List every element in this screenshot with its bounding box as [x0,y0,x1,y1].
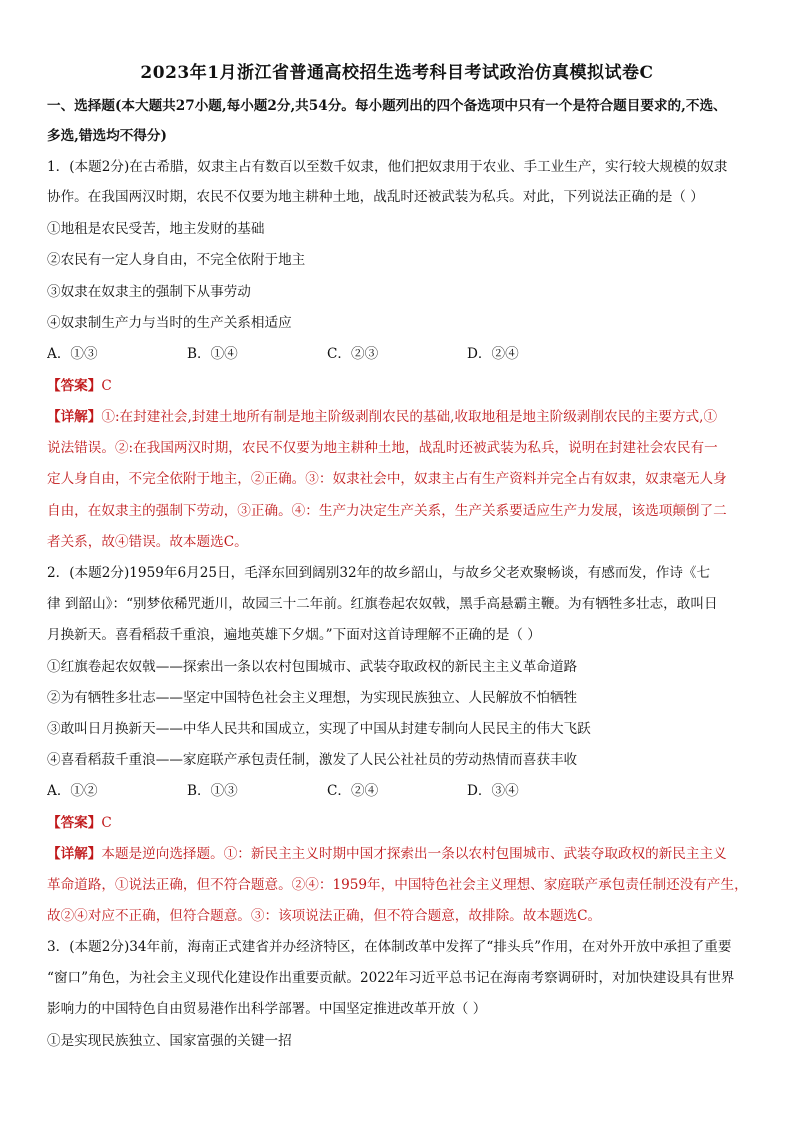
q1-option-a: A．①③ [47,346,98,362]
q2-answer [47,813,757,833]
q3-stem-line-3: 影响力的中国特色自由贸易港作出科学部署。中国坚定推进改革开放（ ） [47,1001,487,1017]
q2-option-a: A．①② [47,783,98,799]
section-header-line-2: 多选,错选均不得分) [47,128,167,144]
q2-detail-text-1: 本题是逆向选择题。①：新民主主义时期中国才探索出一条以农村包围城市、武装夺取政权的新民主主义 [101,846,727,862]
q2-options [47,781,757,801]
q1-option-c: C．②③ [327,346,379,362]
q1-answer-value: C [101,378,112,394]
q1-detail-line-1 [47,407,757,427]
q2-stem-line-3: 月换新天。喜看稻菽千重浪，遍地英雄下夕烟。”下面对这首诗理解不正确的是（ ） [47,627,541,643]
q1-detail-line-3: 定人身自由，不完全依附于地主，②正确。③：奴隶社会中，奴隶主占有生产资料并完全占有奴隶，奴隶毫无人身 [47,471,727,487]
q1-detail-text-1: ①:在封建社会,封建土地所有制是地主阶级剥削农民的基础,收取地租是地主阶级剥削农民的主要方式,① [101,409,718,425]
q1-item-1: ①地租是农民受苦，地主发财的基础 [47,221,265,237]
q1-detail-line-2: 说法错误。②:在我国两汉时期，农民不仅要为地主耕种土地，战乱时还被武装为私兵，说明在封建社会农民有一 [47,440,718,456]
q1-option-b: B．①④ [187,346,238,362]
q1-item-4: ④奴隶制生产力与当时的生产关系相适应 [47,315,292,331]
q1-option-d: D．②④ [467,346,519,362]
section-header-line-1: 一、选择题(本大题共27小题,每小题2分,共54分。每小题列出的四个备选项中只有一个是符合题目要求的,不选、 [47,98,727,114]
q2-detail-line-1 [47,844,757,864]
q1-stem-line-2: 协作。在我国两汉时期，农民不仅要为地主耕种土地，战乱时还被武装为私兵。对此，下列说法正确的是（ ） [47,189,704,205]
q1-item-2: ②农民有一定人身自由，不完全依附于地主 [47,252,306,268]
q2-detail-line-3: 故②④对应不正确，但符合题意。③：该项说法正确，但不符合题意，故排除。故本题选C。 [47,908,602,924]
q2-detail-label: 【详解】 [47,846,102,862]
q2-answer-label: 【答案】 [47,815,102,831]
q1-detail-label: 【详解】 [47,409,102,425]
q2-detail-line-2: 革命道路，①说法正确，但不符合题意。②④：1959年，中国特色社会主义理想、家庭联产承包责任制还没有产生， [47,877,748,893]
q2-item-4: ④喜看稻菽千重浪——家庭联产承包责任制，激发了人民公社社员的劳动热情而喜获丰收 [47,752,578,768]
q1-answer [47,376,757,396]
q1-detail-line-5: 者关系，故④错误。故本题选C。 [47,534,248,550]
q2-option-d: D．③④ [467,783,519,799]
q3-stem-line-1: 3．(本题2分)34年前，海南正式建省并办经济特区，在体制改革中发挥了“排头兵”作用，在对外开放中承担了重要 [47,939,732,955]
q2-item-2: ②为有牺牲多壮志——坚定中国特色社会主义理想，为实现民族独立、人民解放不怕牺牲 [47,690,578,706]
q1-options [47,344,757,364]
q2-option-b: B．①③ [187,783,238,799]
q1-answer-label: 【答案】 [47,378,102,394]
q2-stem-line-1: 2．(本题2分)1959年6月25日，毛泽东回到阔别32年的故乡韶山，与故乡父老欢聚畅谈，有感而发，作诗《七 [47,565,711,581]
q1-detail-line-4: 自由，在奴隶主的强制下劳动，③正确。④：生产力决定生产关系，生产关系要适应生产力发展，该选项颠倒了二 [47,503,727,519]
q2-answer-value: C [101,815,112,831]
page-title: 2023年1月浙江省普通高校招生选考科目考试政治仿真模拟试卷C [140,63,654,83]
q2-item-1: ①红旗卷起农奴戟——探索出一条以农村包围城市、武装夺取政权的新民主主义革命道路 [47,659,578,675]
q2-option-c: C．②④ [327,783,379,799]
q2-stem-line-2: 律 到韶山》：“别梦依稀咒逝川，故园三十二年前。红旗卷起农奴戟，黑手高悬霸主鞭。为有牺牲多壮志，敢叫日 [47,596,718,612]
q3-item-1: ①是实现民族独立、国家富强的关键一招 [47,1033,292,1049]
q2-item-3: ③敢叫日月换新天——中华人民共和国成立，实现了中国从封建专制向人民民主的伟大飞跃 [47,721,591,737]
q1-item-3: ③奴隶在奴隶主的强制下从事劳动 [47,284,251,300]
q3-stem-line-2: “窗口”角色，为社会主义现代化建设作出重要贡献。2022年习近平总书记在海南考察调研时，对加快建设具有世界 [47,970,735,986]
q1-stem-line-1: 1．(本题2分)在古希腊，奴隶主占有数百以至数千奴隶，他们把奴隶用于农业、手工业生产，实行较大规模的奴隶 [47,159,728,175]
